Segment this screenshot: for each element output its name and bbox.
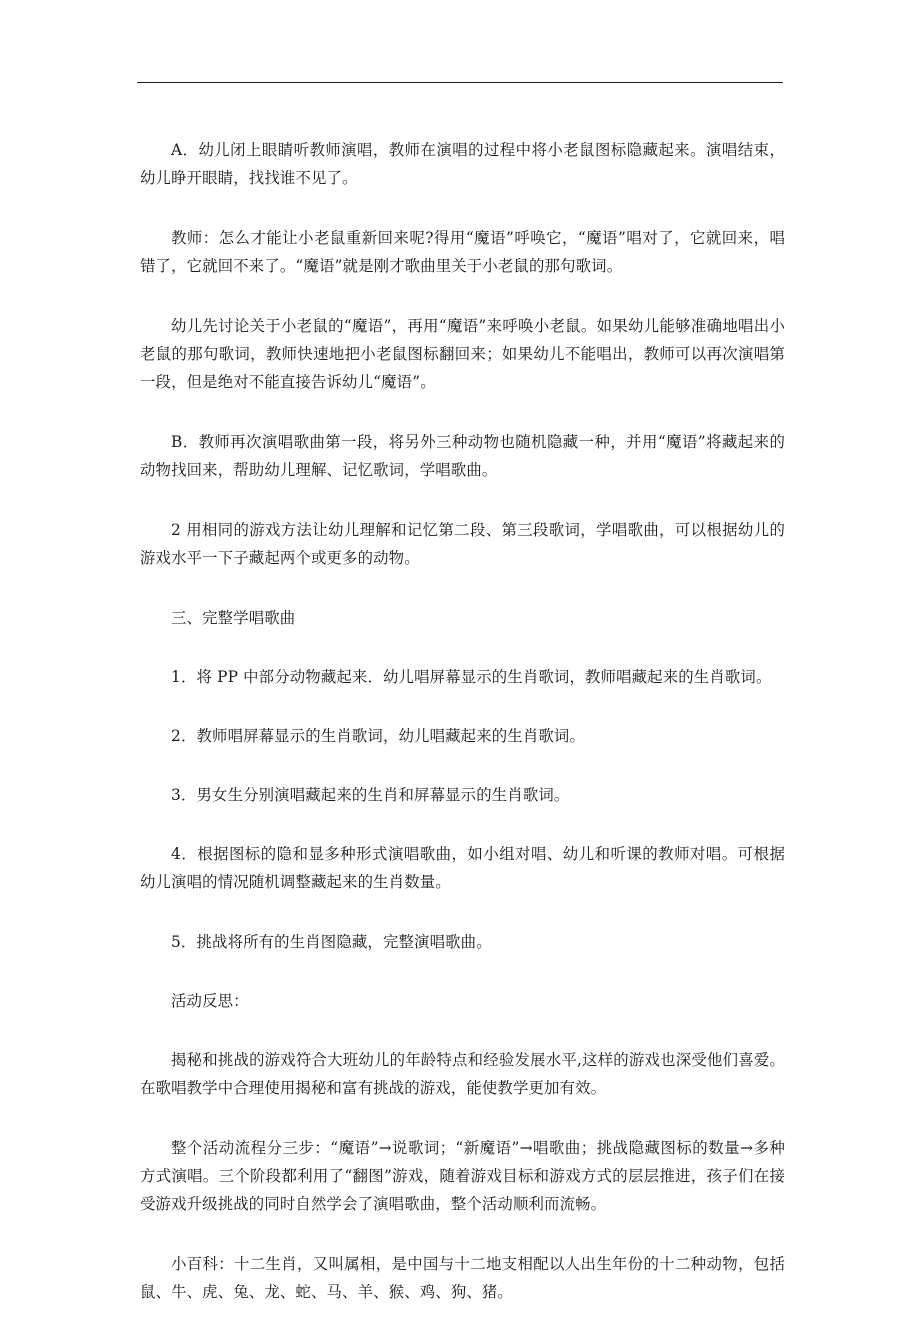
step-5: 5．挑战将所有的生肖图隐藏，完整演唱歌曲。 bbox=[171, 933, 492, 951]
reflection-paragraph-1: 揭秘和挑战的游戏符合大班幼儿的年龄特点和经验发展水平,这样的游戏也深受他们喜爱。在歌唱教学中合理使用揭秘和富有挑战的游戏，能使教学更加有效。 bbox=[140, 1051, 785, 1097]
document-body bbox=[140, 136, 785, 1338]
reflection-heading: 活动反思： bbox=[171, 992, 249, 1010]
section-heading-3: 三、完整学唱歌曲 bbox=[171, 609, 296, 627]
step-2: 2．教师唱屏幕显示的生肖歌词，幼儿唱藏起来的生肖歌词。 bbox=[171, 727, 585, 745]
paragraph-2-same-method: 2 用相同的游戏方法让幼儿理解和记忆第二段、第三段歌词，学唱歌曲，可以根据幼儿的游戏水平一下子藏起两个或更多的动物。 bbox=[140, 521, 785, 567]
header-rule bbox=[137, 82, 783, 83]
step-4: 4．根据图标的隐和显多种形式演唱歌曲，如小组对唱、幼儿和听课的教师对唱。可根据幼儿演唱的情况随机调整藏起来的生肖数量。 bbox=[140, 845, 785, 891]
paragraph-b-hide-animals: B．教师再次演唱歌曲第一段，将另外三种动物也随机隐藏一种，并用“魔语”将藏起来的动物找回来，帮助幼儿理解、记忆歌词，学唱歌曲。 bbox=[140, 433, 785, 479]
step-1: 1．将 PP 中部分动物藏起来．幼儿唱屏幕显示的生肖歌词，教师唱藏起来的生肖歌词。 bbox=[171, 668, 772, 686]
paragraph-a-listening: A．幼儿闭上眼睛听教师演唱，教师在演唱的过程中将小老鼠图标隐藏起来。演唱结束，幼儿睁开眼睛，找找谁不见了。 bbox=[140, 141, 785, 187]
paragraph-children-discuss: 幼儿先讨论关于小老鼠的“魔语”，再用“魔语”来呼唤小老鼠。如果幼儿能够准确地唱出小老鼠的那句歌词，教师快速地把小老鼠图标翻回来；如果幼儿不能唱出，教师可以再次演唱第一段，但是绝对不能直接告诉幼儿“魔语”。 bbox=[140, 317, 785, 391]
reflection-paragraph-2: 整个活动流程分三步：“魔语”→说歌词；“新魔语”→唱歌曲；挑战隐藏图标的数量→多种方式演唱。三个阶段都利用了“翻图”游戏，随着游戏目标和游戏方式的层层推进，孩子们在接受游戏升级挑战的同时自然学会了演唱歌曲，整个活动顺利而流畅。 bbox=[140, 1139, 785, 1213]
encyclopedia-note: 小百科：十二生肖，又叫属相，是中国与十二地支相配以人出生年份的十二种动物，包括鼠、牛、虎、兔、龙、蛇、马、羊、猴、鸡、狗、猪。 bbox=[140, 1255, 785, 1301]
paragraph-teacher-magic-word: 教师：怎么才能让小老鼠重新回来呢?得用“魔语”呼唤它，“魔语”唱对了，它就回来，唱错了，它就回不来了。“魔语”就是刚才歌曲里关于小老鼠的那句歌词。 bbox=[140, 229, 785, 275]
step-3: 3．男女生分别演唱藏起来的生肖和屏幕显示的生肖歌词。 bbox=[171, 786, 570, 804]
